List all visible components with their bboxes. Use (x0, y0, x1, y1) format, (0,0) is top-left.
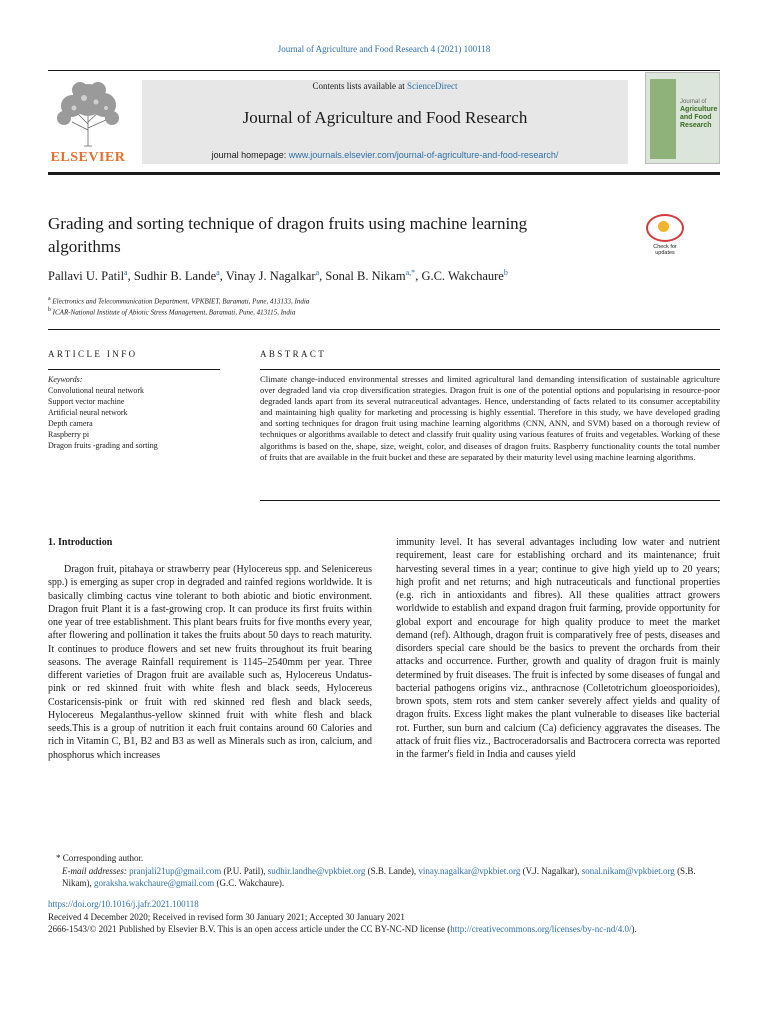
abstract-rule-bottom (260, 500, 720, 501)
author-affil-mark[interactable]: a,* (405, 268, 416, 277)
affiliation (48, 307, 295, 316)
affiliations-rule (48, 329, 720, 330)
article-info-heading: ARTICLE INFO (48, 349, 138, 359)
intro-left-column (48, 563, 372, 762)
author-separator: , (415, 269, 422, 284)
author-name[interactable]: G.C. Wakchaure (421, 269, 504, 284)
license-link[interactable]: http://creativecommons.org/licenses/by-nc-nd/4.0/ (450, 924, 632, 934)
keywords-label: Keywords: (48, 375, 83, 384)
author-name[interactable]: Pallavi U. Patil (48, 269, 125, 284)
license-prefix: 2666-1543/© 2021 Published by Elsevier B.V. This is an open access article under the CC BY-NC-ND license ( (48, 924, 451, 934)
article-info-rule (48, 369, 220, 370)
section-heading-introduction: 1. Introduction (48, 537, 113, 548)
header-rule (48, 70, 720, 71)
email-addresses (48, 865, 720, 890)
abstract-text: Climate change-induced environmental stresses and limited agricultural land demanding intensification of sustainable agriculture over degraded land via crop diversification strategies. Dragon fruit is one of the potential options and popularising in resource-poor degraded lands apart from its several nutraceutical advantages. Hence, understanding of facts related to its consumer acceptability and maintaining high quality for marketing and processing is highly essential. Therefore in this study, we have developed grading and sorting techniques for dragon fruit using machine learning algorithms (CNN, ANN, and SVM) based on a thorough review of techniques or algorithms available to detect and classify fruit quality using various features of fruits and vegetables. Working of these algorithms is based on the, shape, size, weight, color, and diseases of dragon fruits. Raspberry functionality counts the total number of fruits that are available in the fruit bucket and these are separated by their maturity level using machine learning algorithms. (260, 374, 720, 462)
license-suffix: ). (631, 924, 637, 934)
journal-cover-thumbnail[interactable] (645, 72, 720, 164)
journal-title: Journal of Agriculture and Food Research (242, 108, 528, 127)
intro-paragraph: immunity level. It has several advantages including low water and nutrient requirement, least care for establishing orchard and its maintenance; fruit harvesting several times in a year; continue to give high yield up to 20 years; high profit and net returns; and high nutraceuticals and functional properties (e.g. rich in antioxidants and fibres). All these qualities attract growers worldwide to establish and expand dragon fruit farming, provide opportunity for global export and encourage for high quality produce to meet the market demand (ref). Although, dragon fruit is comparatively free of pests, diseases and disorders special care should be the basics to prevent the orchards from their attacks and occurrence. Further, growth and quality of dragon fruit is mainly determined by fruit diseases. The fruit is infected by some diseases of fungal and bacterial pathogens origins viz., anthracnose (Colletotrichum gloeosporioides), brown spots, stem rots and stem canker severely affect yields and quality of dragon fruits. Excess light makes the plant vulnerable to diseases like bacterial rot. Further, sun burn and calcium (Ca) deficiency aggravates the diseases. The attack of fruit flies viz., Bactroceradorsalis and Bactrocera correcta was reported in the farmer's field in India and causes yield (396, 537, 720, 760)
intro-paragraph: Dragon fruit, pitahaya or strawberry pear (Hylocereus spp. and Selenicereus spp.) is emerging as super crop in degraded and rainfed regions worldwide. It is basically climbing cactus vine tolerant to both abiotic and biotic environment. Dragon fruit Plant it is a fast-growing crop. It can produce its first fruits within one year of tree establishment. This plant bears fruits for five months every year, after flowering and pollination it takes the fruits about 50 days to reach maturity. It continues to produce flowers and set new fruits throughout its fruit bearing seasons. The average Rainfall requirement is 1145–2540mm per year. Three different varieties of Dragon fruit are available such as, Hylocereus Undatus-pink or red skinned fruit with white flesh and black seeds, Hylocereus Costaricensis-pink or fruit with red skinned red flesh and black seeds, Hylocereus Megalanthus-yellow skinned fruit with white flesh and black seeds.This is a group of nutrition it each fruit contains around 60 Calories and rich in Vitamin C, B1, B2 and B3 as well as Minerals such as iron, calcium, and phosphorus which increases (48, 564, 372, 761)
doi-link[interactable]: https://doi.org/10.1016/j.jafr.2021.100118 (48, 899, 199, 909)
email-owner: (P.U. Patil), (221, 865, 268, 876)
elsevier-wordmark: ELSEVIER (50, 150, 126, 165)
running-head[interactable]: Journal of Agriculture and Food Research 4 (2021) 100118 (277, 44, 491, 54)
affiliation-mark: a (48, 296, 51, 302)
contents-prefix: Contents lists available at (312, 81, 407, 91)
affiliation-mark: b (48, 307, 51, 313)
elsevier-tree-logo-icon (48, 78, 128, 148)
keyword: Dragon fruits -grading and sorting (48, 441, 158, 450)
check-for-updates-label: Check for updates (653, 244, 677, 256)
email-label: E-mail addresses: (62, 865, 130, 876)
author-affil-mark[interactable]: a (315, 268, 320, 277)
abstract-heading: ABSTRACT (260, 349, 327, 359)
email-link[interactable]: vinay.nagalkar@vpkbiet.org (418, 865, 521, 876)
email-link[interactable]: pranjali21up@gmail.com (129, 865, 222, 876)
author-name[interactable]: Sonal B. Nikam (325, 269, 406, 284)
author-affil-mark[interactable]: a (216, 268, 220, 277)
affiliation-text: ICAR-National Institute of Abiotic Stress Management, Baramati, Pune, 413115, India (52, 308, 296, 317)
check-for-updates-icon (646, 214, 684, 242)
cover-stripe (650, 79, 676, 159)
check-for-updates-button[interactable] (646, 214, 684, 254)
author-list (48, 268, 720, 284)
cover-line2: Agriculture and Food Research (680, 106, 718, 129)
corresponding-author-note: * Corresponding author. (56, 853, 144, 863)
author-separator: , (127, 269, 134, 284)
affiliation-text: Electronics and Telecommunication Department, VPKBIET, Baramati, Pune, 413133, India (52, 297, 310, 306)
contents-line (142, 81, 628, 91)
keyword: Raspberry pi (48, 430, 90, 439)
author-affil-mark[interactable]: b (503, 268, 508, 277)
email-owner: (S.B. Nikam), (62, 865, 696, 888)
footnotes (48, 852, 720, 890)
license-line (48, 923, 728, 936)
sciencedirect-link[interactable]: ScienceDirect (407, 81, 458, 91)
author-separator: , (219, 269, 226, 284)
received-dates: Received 4 December 2020; Received in revised form 30 January 2021; Accepted 30 January 2021 (48, 911, 405, 922)
banner-bottom-rule (48, 172, 720, 175)
keywords-block (48, 374, 238, 451)
email-link[interactable]: sonal.nikam@vpkbiet.org (581, 865, 675, 876)
cover-line1: Journal of (680, 99, 707, 105)
email-owner: (V.J. Nagalkar), (520, 865, 582, 876)
author-name[interactable]: Vinay J. Nagalkar (225, 269, 316, 284)
keyword: Support vector machine (48, 397, 125, 406)
journal-homepage (142, 150, 628, 160)
article-title: Grading and sorting technique of dragon fruits using machine learning algorithms (48, 214, 528, 256)
email-link[interactable]: sudhir.landhe@vpkbiet.org (267, 865, 366, 876)
abstract-rule-top (260, 369, 720, 370)
intro-right-column (396, 536, 720, 761)
keyword: Convolutional neural network (48, 386, 144, 395)
author-separator: , (319, 269, 326, 284)
homepage-label: journal homepage: (211, 150, 289, 160)
email-link[interactable]: goraksha.wakchaure@gmail.com (94, 878, 215, 888)
elsevier-logo[interactable] (48, 78, 128, 166)
email-owner: (S.B. Lande), (365, 865, 419, 876)
author-affil-mark[interactable]: a (124, 268, 128, 277)
keyword: Artificial neural network (48, 408, 128, 417)
email-owner: (G.C. Wakchaure). (214, 878, 285, 888)
keyword: Depth camera (48, 419, 93, 428)
author-name[interactable]: Sudhir B. Lande (133, 269, 217, 284)
homepage-link[interactable]: www.journals.elsevier.com/journal-of-agriculture-and-food-research/ (288, 150, 559, 160)
affiliation (48, 296, 309, 305)
publication-info (48, 898, 728, 936)
